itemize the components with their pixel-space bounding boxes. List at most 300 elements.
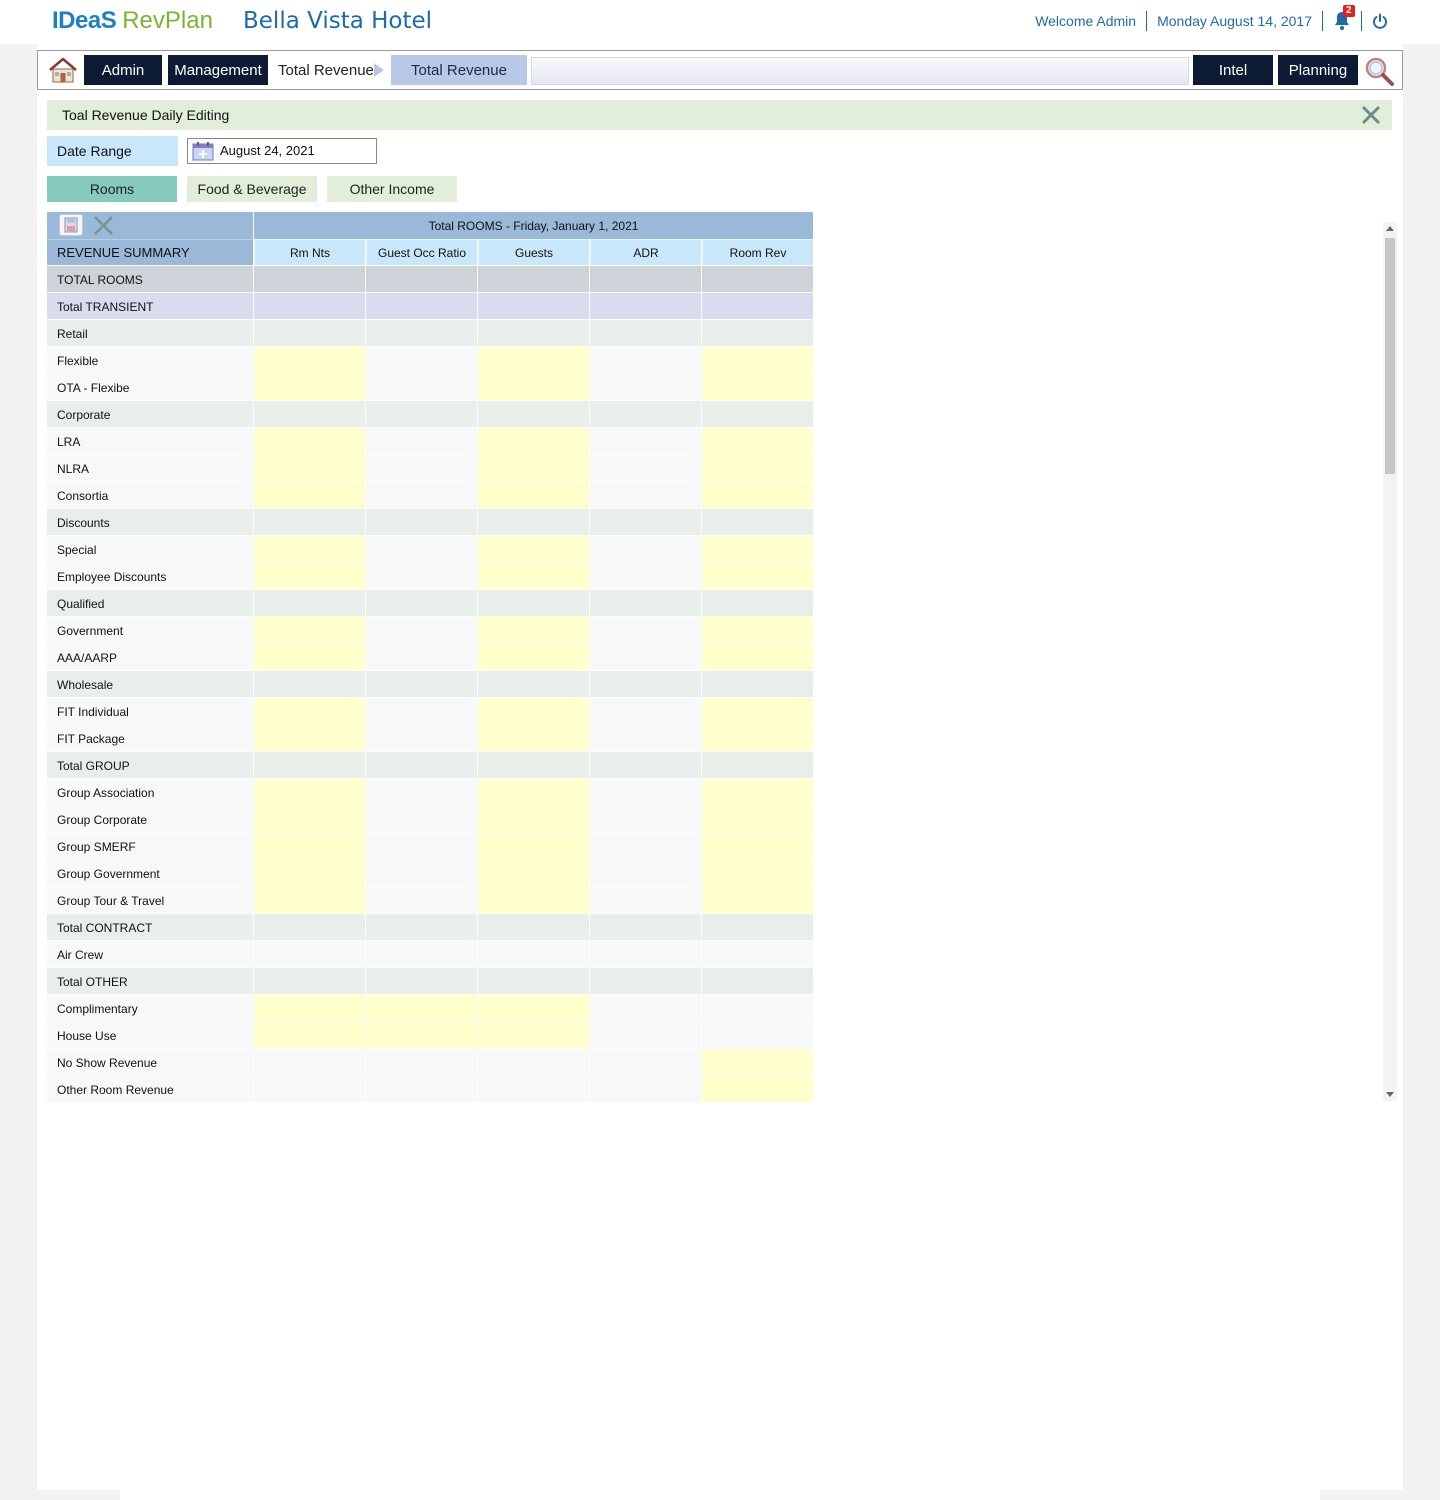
cell-rm-nts[interactable] [254, 887, 365, 913]
column-header-adr: ADR [590, 239, 701, 265]
cell-room-rev [702, 401, 813, 427]
row-label: Group Association [47, 779, 253, 805]
cell-guest-occ-ratio [366, 617, 477, 643]
cell-input-room-rev[interactable] [702, 455, 813, 481]
cell-input-guests[interactable] [478, 374, 589, 400]
cell-guests [478, 590, 589, 616]
cell-adr [590, 401, 701, 427]
scroll-thumb[interactable] [1385, 238, 1395, 474]
cell-guests [478, 941, 589, 967]
cell-room-rev[interactable] [702, 725, 813, 751]
cell-room-rev [702, 509, 813, 535]
cell-input-rm-nts[interactable] [254, 833, 365, 859]
cell-guests [478, 914, 589, 940]
cell-guest-occ-ratio [366, 671, 477, 697]
cell-rm-nts[interactable] [254, 806, 365, 832]
cell-input-guests[interactable] [478, 563, 589, 589]
cell-guests[interactable] [478, 347, 589, 373]
cell-rm-nts[interactable] [254, 725, 365, 751]
scroll-up-arrow-icon[interactable] [1386, 226, 1394, 231]
cell-input-rm-nts[interactable] [254, 860, 365, 886]
cell-adr [590, 509, 701, 535]
table-row [47, 1076, 813, 1103]
cell-guests[interactable] [478, 806, 589, 832]
cell-guest-occ-ratio [366, 860, 477, 886]
cell-adr [590, 914, 701, 940]
cell-adr [590, 644, 701, 670]
cell-guests [478, 752, 589, 778]
table-row [47, 995, 813, 1022]
ideas-revplan-logo[interactable] [52, 7, 213, 35]
cell-guests[interactable] [478, 536, 589, 562]
cell-adr [590, 968, 701, 994]
row-label: Total OTHER [47, 968, 253, 994]
cell-input-guest-occ-ratio[interactable] [366, 995, 477, 1021]
cell-guest-occ-ratio [366, 833, 477, 859]
scroll-down-arrow-icon[interactable] [1386, 1092, 1394, 1097]
cell-rm-nts[interactable] [254, 644, 365, 670]
table-row [47, 779, 813, 806]
cell-guests[interactable] [478, 374, 589, 400]
cell-input-guests[interactable] [478, 860, 589, 886]
magnifier-icon[interactable] [1363, 55, 1395, 87]
cell-guests[interactable] [478, 779, 589, 805]
column-header-room-rev: Room Rev [702, 239, 813, 265]
cell-room-rev[interactable] [702, 617, 813, 643]
cell-adr [590, 941, 701, 967]
row-label: Special [47, 536, 253, 562]
cell-rm-nts [254, 671, 365, 697]
cell-rm-nts [254, 752, 365, 778]
date-range-input[interactable] [220, 143, 370, 158]
cell-guest-occ-ratio [366, 428, 477, 454]
table-row [47, 617, 813, 644]
cell-adr [590, 428, 701, 454]
row-label: Group Corporate [47, 806, 253, 832]
row-label: Complimentary [47, 995, 253, 1021]
row-label: TOTAL ROOMS [47, 266, 253, 292]
cell-input-rm-nts[interactable] [254, 536, 365, 562]
row-label: Total CONTRACT [47, 914, 253, 940]
row-label: Group Government [47, 860, 253, 886]
cell-guests[interactable] [478, 644, 589, 670]
grid-toolbar [47, 212, 253, 239]
cell-guests [478, 671, 589, 697]
panel-title: Toal Revenue Daily Editing [62, 107, 230, 123]
cell-guests[interactable] [478, 428, 589, 454]
cell-rm-nts [254, 590, 365, 616]
table-row [47, 833, 813, 860]
cell-adr [590, 725, 701, 751]
cell-input-room-rev[interactable] [702, 806, 813, 832]
cell-guest-occ-ratio [366, 536, 477, 562]
header-divider [1361, 11, 1362, 31]
cell-input-guests[interactable] [478, 779, 589, 805]
cell-input-guests[interactable] [478, 806, 589, 832]
cell-input-room-rev[interactable] [702, 833, 813, 859]
cell-input-guests[interactable] [478, 536, 589, 562]
table-row [47, 1049, 813, 1076]
table-row [47, 266, 813, 293]
nav-search-input[interactable] [531, 57, 1189, 85]
close-icon[interactable] [1360, 104, 1382, 126]
column-header-guest-occ-ratio: Guest Occ Ratio [366, 239, 477, 265]
cell-input-room-rev[interactable] [702, 374, 813, 400]
cell-input-rm-nts[interactable] [254, 995, 365, 1021]
cell-guests[interactable] [478, 860, 589, 886]
cell-adr [590, 266, 701, 292]
table-row [47, 536, 813, 563]
table-row [47, 374, 813, 401]
cell-input-guests[interactable] [478, 428, 589, 454]
cell-adr [590, 1049, 701, 1075]
cell-guest-occ-ratio [366, 1049, 477, 1075]
cell-adr [590, 455, 701, 481]
management-button[interactable]: Management [168, 55, 268, 85]
cell-input-guest-occ-ratio[interactable] [366, 1022, 477, 1048]
cell-rm-nts[interactable] [254, 536, 365, 562]
tab-other-income[interactable]: Other Income [327, 176, 457, 202]
cell-input-rm-nts[interactable] [254, 698, 365, 724]
table-row [47, 914, 813, 941]
table-row [47, 941, 813, 968]
power-icon[interactable] [1372, 13, 1388, 29]
calendar-icon[interactable] [192, 141, 214, 161]
cell-adr [590, 995, 701, 1021]
row-label: OTA - Flexibe [47, 374, 253, 400]
tab-rooms[interactable]: Rooms [47, 176, 177, 202]
cell-guest-occ-ratio [366, 455, 477, 481]
welcome-text[interactable]: Welcome Admin [1035, 13, 1137, 29]
panel-header [47, 100, 1392, 130]
cell-guests[interactable] [478, 482, 589, 508]
table-row [47, 482, 813, 509]
row-label: Employee Discounts [47, 563, 253, 589]
cell-adr [590, 617, 701, 643]
row-label: Air Crew [47, 941, 253, 967]
cell-adr [590, 1022, 701, 1048]
cell-adr [590, 806, 701, 832]
cell-guest-occ-ratio [366, 644, 477, 670]
cell-rm-nts [254, 1049, 365, 1075]
table-row [47, 509, 813, 536]
row-label: Wholesale [47, 671, 253, 697]
cell-input-room-rev[interactable] [702, 1076, 813, 1102]
cell-input-rm-nts[interactable] [254, 374, 365, 400]
table-row [47, 671, 813, 698]
cell-guest-occ-ratio [366, 725, 477, 751]
cell-rm-nts[interactable] [254, 860, 365, 886]
cell-guests[interactable] [478, 995, 589, 1021]
cell-input-room-rev[interactable] [702, 563, 813, 589]
cell-input-rm-nts[interactable] [254, 725, 365, 751]
cell-guest-occ-ratio [366, 293, 477, 319]
vertical-scrollbar[interactable] [1383, 222, 1397, 1101]
cell-rm-nts[interactable] [254, 347, 365, 373]
cell-guest-occ-ratio [366, 509, 477, 535]
row-label: FIT Package [47, 725, 253, 751]
cell-guest-occ-ratio [366, 698, 477, 724]
cell-guests [478, 266, 589, 292]
cell-room-rev[interactable] [702, 482, 813, 508]
cell-rm-nts[interactable] [254, 374, 365, 400]
top-header [0, 0, 1440, 44]
table-row [47, 698, 813, 725]
cell-adr [590, 293, 701, 319]
cell-adr [590, 374, 701, 400]
cell-rm-nts[interactable] [254, 482, 365, 508]
cell-guests [478, 1076, 589, 1102]
cell-input-rm-nts[interactable] [254, 887, 365, 913]
header-date: Monday August 14, 2017 [1157, 13, 1312, 29]
cell-room-rev [702, 590, 813, 616]
cell-rm-nts [254, 320, 365, 346]
cell-adr [590, 590, 701, 616]
table-row [47, 644, 813, 671]
cell-room-rev [702, 266, 813, 292]
cell-guests[interactable] [478, 833, 589, 859]
row-label: No Show Revenue [47, 1049, 253, 1075]
cell-input-rm-nts[interactable] [254, 806, 365, 832]
cell-room-rev[interactable] [702, 698, 813, 724]
cell-guests [478, 320, 589, 346]
cell-room-rev [702, 914, 813, 940]
cell-room-rev[interactable] [702, 644, 813, 670]
cell-guest-occ-ratio [366, 320, 477, 346]
date-range-field[interactable] [187, 138, 377, 164]
table-row [47, 428, 813, 455]
cell-input-guests[interactable] [478, 644, 589, 670]
cell-adr [590, 887, 701, 913]
cell-guests[interactable] [478, 455, 589, 481]
cell-guests [478, 401, 589, 427]
cell-guests[interactable] [478, 563, 589, 589]
save-icon[interactable] [59, 214, 83, 236]
cell-room-rev [702, 995, 813, 1021]
cell-input-guests[interactable] [478, 725, 589, 751]
cell-rm-nts[interactable] [254, 455, 365, 481]
table-row [47, 320, 813, 347]
planning-button[interactable]: Planning [1278, 55, 1358, 85]
table-row [47, 806, 813, 833]
cell-input-room-rev[interactable] [702, 1049, 813, 1075]
row-label: Discounts [47, 509, 253, 535]
row-label: Total TRANSIENT [47, 293, 253, 319]
cell-adr [590, 1076, 701, 1102]
row-label: House Use [47, 1022, 253, 1048]
table-row [47, 401, 813, 428]
cell-adr [590, 347, 701, 373]
row-label: Group SMERF [47, 833, 253, 859]
cell-rm-nts [254, 509, 365, 535]
cell-guest-occ-ratio [366, 563, 477, 589]
cell-input-room-rev[interactable] [702, 779, 813, 805]
cell-room-rev[interactable] [702, 428, 813, 454]
cell-input-guests[interactable] [478, 347, 589, 373]
cell-guest-occ-ratio [366, 374, 477, 400]
cell-guests[interactable] [478, 1022, 589, 1048]
cell-guest-occ-ratio[interactable] [366, 1022, 477, 1048]
table-row [47, 860, 813, 887]
active-page-total-revenue[interactable]: Total Revenue [391, 55, 527, 85]
cell-input-rm-nts[interactable] [254, 347, 365, 373]
table-row [47, 347, 813, 374]
cell-room-rev [702, 671, 813, 697]
cell-rm-nts [254, 266, 365, 292]
chevron-right-icon [374, 63, 384, 77]
cell-input-guests[interactable] [478, 833, 589, 859]
cell-input-room-rev[interactable] [702, 725, 813, 751]
cell-room-rev[interactable] [702, 887, 813, 913]
cell-input-rm-nts[interactable] [254, 455, 365, 481]
cell-adr [590, 536, 701, 562]
cell-rm-nts [254, 401, 365, 427]
cell-guest-occ-ratio [366, 266, 477, 292]
row-label: AAA/AARP [47, 644, 253, 670]
cell-input-room-rev[interactable] [702, 617, 813, 643]
cell-adr [590, 698, 701, 724]
cell-guest-occ-ratio[interactable] [366, 995, 477, 1021]
table-row [47, 752, 813, 779]
admin-button[interactable]: Admin [84, 55, 162, 85]
cell-input-rm-nts[interactable] [254, 428, 365, 454]
cell-guests[interactable] [478, 887, 589, 913]
cell-input-room-rev[interactable] [702, 482, 813, 508]
cell-room-rev[interactable] [702, 1049, 813, 1075]
cell-input-guests[interactable] [478, 455, 589, 481]
cell-input-room-rev[interactable] [702, 644, 813, 670]
cell-guest-occ-ratio [366, 401, 477, 427]
cell-guests [478, 293, 589, 319]
cell-input-rm-nts[interactable] [254, 482, 365, 508]
cell-input-room-rev[interactable] [702, 428, 813, 454]
cell-guests [478, 1049, 589, 1075]
cell-input-guests[interactable] [478, 1022, 589, 1048]
cell-input-rm-nts[interactable] [254, 1022, 365, 1048]
cell-input-rm-nts[interactable] [254, 644, 365, 670]
cell-guests [478, 509, 589, 535]
cell-room-rev[interactable] [702, 860, 813, 886]
footer-strip [120, 1490, 1320, 1500]
column-header-guests: Guests [478, 239, 589, 265]
cell-rm-nts[interactable] [254, 698, 365, 724]
cell-room-rev[interactable] [702, 455, 813, 481]
cell-rm-nts[interactable] [254, 1022, 365, 1048]
cell-input-rm-nts[interactable] [254, 617, 365, 643]
column-header-rm-nts: Rm Nts [254, 239, 365, 265]
cell-input-room-rev[interactable] [702, 347, 813, 373]
cell-guest-occ-ratio [366, 941, 477, 967]
breadcrumb-total-revenue[interactable]: Total Revenue [278, 61, 374, 79]
table-row [47, 293, 813, 320]
cell-guests [478, 968, 589, 994]
cell-room-rev[interactable] [702, 806, 813, 832]
cell-rm-nts[interactable] [254, 833, 365, 859]
row-label: FIT Individual [47, 698, 253, 724]
cell-rm-nts[interactable] [254, 995, 365, 1021]
table-row [47, 725, 813, 752]
cell-input-guests[interactable] [478, 698, 589, 724]
cell-rm-nts [254, 293, 365, 319]
cell-rm-nts [254, 914, 365, 940]
cell-room-rev[interactable] [702, 563, 813, 589]
cell-guest-occ-ratio [366, 806, 477, 832]
close-icon[interactable] [93, 215, 114, 236]
cell-adr [590, 860, 701, 886]
cell-input-guests[interactable] [478, 887, 589, 913]
home-icon[interactable] [48, 57, 78, 84]
cell-guest-occ-ratio [366, 590, 477, 616]
cell-rm-nts[interactable] [254, 779, 365, 805]
cell-guests[interactable] [478, 617, 589, 643]
cell-room-rev[interactable] [702, 347, 813, 373]
cell-input-rm-nts[interactable] [254, 563, 365, 589]
cell-guests[interactable] [478, 698, 589, 724]
cell-adr [590, 833, 701, 859]
row-label: Government [47, 617, 253, 643]
cell-room-rev[interactable] [702, 536, 813, 562]
row-label: Other Room Revenue [47, 1076, 253, 1102]
cell-rm-nts[interactable] [254, 563, 365, 589]
header-divider [1322, 11, 1323, 31]
row-label: Qualified [47, 590, 253, 616]
cell-input-room-rev[interactable] [702, 860, 813, 886]
cell-input-guests[interactable] [478, 617, 589, 643]
row-label: Flexible [47, 347, 253, 373]
cell-guest-occ-ratio [366, 752, 477, 778]
nav-bar [37, 50, 1403, 90]
cell-room-rev[interactable] [702, 779, 813, 805]
cell-input-room-rev[interactable] [702, 536, 813, 562]
hotel-name: Bella Vista Hotel [243, 8, 433, 34]
cell-guest-occ-ratio [366, 1076, 477, 1102]
cell-room-rev [702, 941, 813, 967]
table-row [47, 590, 813, 617]
cell-room-rev[interactable] [702, 1076, 813, 1102]
cell-room-rev[interactable] [702, 374, 813, 400]
cell-room-rev [702, 320, 813, 346]
cell-room-rev [702, 1022, 813, 1048]
row-label: Consortia [47, 482, 253, 508]
cell-guest-occ-ratio [366, 914, 477, 940]
cell-input-room-rev[interactable] [702, 698, 813, 724]
cell-room-rev[interactable] [702, 833, 813, 859]
cell-rm-nts[interactable] [254, 617, 365, 643]
table-row [47, 563, 813, 590]
cell-guests[interactable] [478, 725, 589, 751]
grid-title: Total ROOMS - Friday, January 1, 2021 [254, 212, 813, 239]
cell-input-guests[interactable] [478, 482, 589, 508]
cell-input-guests[interactable] [478, 995, 589, 1021]
notification-badge: 2 [1343, 5, 1355, 17]
cell-room-rev [702, 293, 813, 319]
cell-rm-nts [254, 941, 365, 967]
cell-guest-occ-ratio [366, 887, 477, 913]
row-label: Total GROUP [47, 752, 253, 778]
row-label: Group Tour & Travel [47, 887, 253, 913]
intel-button[interactable]: Intel [1193, 55, 1273, 85]
tab-food-beverage[interactable]: Food & Beverage [187, 176, 317, 202]
cell-input-room-rev[interactable] [702, 887, 813, 913]
date-range-label: Date Range [47, 136, 178, 166]
logo-revplan-text: RevPlan [122, 7, 213, 34]
cell-input-rm-nts[interactable] [254, 779, 365, 805]
cell-rm-nts[interactable] [254, 428, 365, 454]
bell-icon[interactable] [1333, 5, 1352, 31]
table-row [47, 968, 813, 995]
cell-guest-occ-ratio [366, 347, 477, 373]
cell-adr [590, 563, 701, 589]
